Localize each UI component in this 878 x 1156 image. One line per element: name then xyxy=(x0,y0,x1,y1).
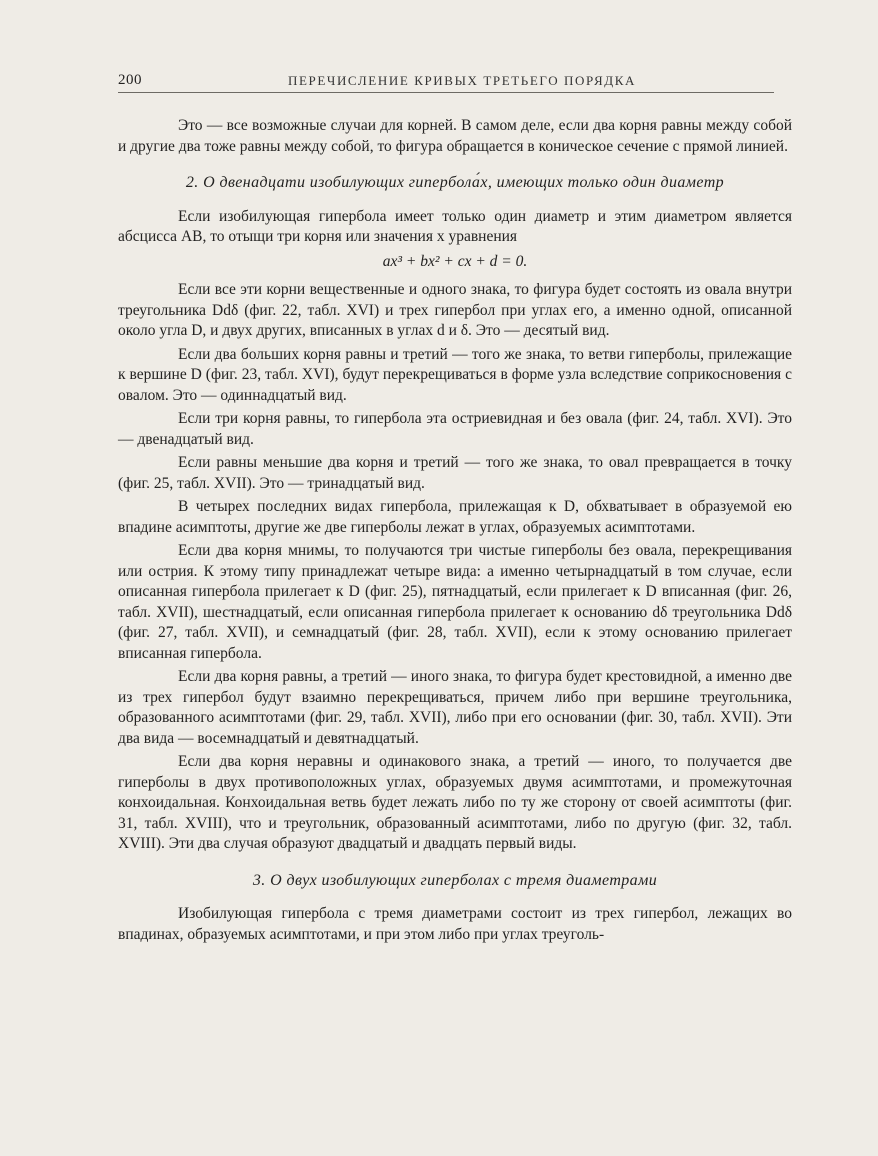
running-title: ПЕРЕЧИСЛЕНИЕ КРИВЫХ ТРЕТЬЕГО ПОРЯДКА xyxy=(288,73,637,88)
paragraph: Если равны меньшие два корня и третий — того же знака, то овал превращается в точку (фиг. 25, табл. XVII). Это — тринадцатый вид. xyxy=(118,454,792,492)
page-header xyxy=(118,72,774,93)
equation: ax³ + bx² + cx + d = 0. xyxy=(382,252,528,270)
paragraph: Если два корня неравны и одинакового знака, а третий — иного, то получается две гиперболы в двух противоположных углах, образуемых двумя асимптотами, и промежуточная конхоидальная. Конхоидальная ветвь будет лежать либо по ту же сторону от своей асимптоты (фиг. 31, табл. XVIII), что и треугольник, образованный асимптотами, либо по другую (фиг. 32, табл. XVIII). Эти два случая образуют двадцатый и двадцать первый виды. xyxy=(118,753,792,852)
section-heading: 3. О двух изобилующих гиперболах с тремя диаметрами xyxy=(252,871,658,889)
paragraph: Если все эти корни вещественные и одного знака, то фигура будет состоять из овала внутри треугольника Ddδ (фиг. 22, табл. XVI) и трех гипербол при углах его, а именно одной, описанной около угла D, и двух других, вписанных в углах d и δ. Это — десятый вид. xyxy=(118,281,792,339)
section-heading: 2. О двенадцати изобилующих гипербола́х, имеющих только один диаметр xyxy=(185,174,725,191)
paragraph: Изобилующая гипербола с тремя диаметрами состоит из трех гипербол, лежащих во впадинах, образуемых асимптотами, и при этом либо при углах треуголь- xyxy=(118,905,792,943)
paragraph: Это — все возможные случаи для корней. В самом деле, если два корня равны между собой и другие два тоже равны между собой, то фигура обращается в коническое сечение с прямой линией. xyxy=(118,117,792,155)
paragraph: Если два больших корня равны и третий — того же знака, то ветви гиперболы, прилежащие к вершине D (фиг. 23, табл. XVI), будут перекрещиваться в форме узла вследствие соприкосновения с овалом. Это — одиннадцатый вид. xyxy=(118,345,792,404)
paragraph: Если три корня равны, то гипербола эта остриевидная и без овала (фиг. 24, табл. XVI). Это — двенадцатый вид. xyxy=(118,410,792,448)
paragraph: В четырех последних видах гипербола, прилежащая к D, обхватывает в образуемой ею впадине асимптоты, другие же две гиперболы лежат в углах, образуемых асимптотами. xyxy=(118,498,792,536)
page-number: 200 xyxy=(118,72,142,88)
page-body xyxy=(118,116,792,948)
paragraph: Если два корня равны, а третий — иного знака, то фигура будет крестовидной, а именно две из трех гипербол будут взаимно перекрещиваться, причем либо при вершине треугольника, образованного асимптотами (фиг. 29, табл. XVII), либо при его основании (фиг. 30, табл. XVII). Эти два вида — восемнадцатый и девятнадцатый. xyxy=(118,668,792,747)
paragraph: Если два корня мнимы, то получаются три чистые гиперболы без овала, перекрещивания или острия. К этому типу принадлежат четыре вида: а именно четырнадцатый в том случае, если описанная гипербола прилегает к D (фиг. 25), пятнадцатый, если прилегает к D вписанная (фиг. 26, табл. XVII), шестнадцатый, если описанная гипербола прилегает к основанию dδ треугольника Ddδ (фиг. 27, табл. XVII), и семнадцатый (фиг. 28, табл. XVII), если к этому основанию прилегает вписанная гипербола. xyxy=(118,542,792,662)
paragraph: Если изобилующая гипербола имеет только один диаметр и этим диаметром является абсцисса AB, то отыщи три корня или значения x уравнения xyxy=(118,207,792,245)
